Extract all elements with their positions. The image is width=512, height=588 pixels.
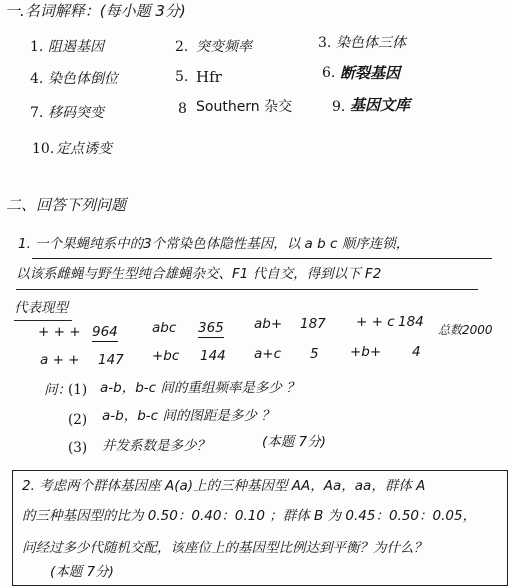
pheno-r2-geno-3: a+c xyxy=(254,346,282,362)
pheno-r2-geno-4: +b+ xyxy=(350,344,382,360)
q2-box-top xyxy=(12,470,508,471)
section1-title: 一.名词解释：(每小题 3分) xyxy=(5,2,186,20)
pheno-r2-count-3: 5 xyxy=(310,346,319,362)
pheno-r1-geno-1: + + + xyxy=(38,324,81,340)
term-8-num: 8 xyxy=(178,101,187,117)
q2-line1: 2. 考虑两个群体基因座 A(a)上的三种基因型 AA，Aa，aa，群体 A xyxy=(22,478,426,494)
pheno-r1-geno-3: ab+ xyxy=(254,316,283,332)
term-7: 移码突变 xyxy=(48,105,104,121)
term-1-num: 1. xyxy=(30,39,44,55)
q1-line1: 1. 一个果蝇纯系中的3个常染色体隐性基因，以 a b c 顺序连锁， xyxy=(18,236,410,252)
q1-ask-label: 问： xyxy=(44,382,71,398)
term-3-num: 3. xyxy=(318,35,332,51)
term-8: Southern 杂交 xyxy=(196,99,293,115)
q1-sub-2-num: (2) xyxy=(68,412,88,428)
q1-sub-2: a-b，b-c 间的图距是多少 ？ xyxy=(102,408,275,424)
term-5-num: 5. xyxy=(175,69,189,85)
term-10: 定点诱变 xyxy=(56,141,112,157)
q2-box-left xyxy=(12,470,13,586)
pheno-r2-geno-1: a + + xyxy=(40,352,80,368)
term-2: 突变频率 xyxy=(196,39,252,55)
term-9-num: 9. xyxy=(332,99,346,115)
pheno-r1-geno-2: abc xyxy=(152,320,177,336)
q2-line2: 的三种基因型的比为 0.50：0.40：0.10 ；群体 B 为 0.45：0.50：0.05， xyxy=(22,508,477,524)
pheno-r1-count-3: 187 xyxy=(300,316,326,332)
q1-underline-3 xyxy=(14,320,72,321)
q1-points: (本题 7分) xyxy=(262,434,326,450)
q2-box-right xyxy=(507,470,508,586)
q1-sub-1-num: (1) xyxy=(68,382,88,398)
q2-box-bottom xyxy=(12,585,508,586)
term-6: 断裂基因 xyxy=(340,64,401,82)
term-4: 染色体倒位 xyxy=(48,71,118,87)
term-3: 染色体三体 xyxy=(336,35,406,51)
q1-underline-1 xyxy=(32,258,492,259)
q1-underline-2 xyxy=(16,289,478,290)
term-4-num: 4. xyxy=(30,71,44,87)
q1-line3: 代表现型 xyxy=(14,300,68,316)
pheno-r1-count-4: 184 xyxy=(398,314,424,330)
pheno-r2-count-1: 147 xyxy=(98,352,124,368)
term-1: 阻遏基因 xyxy=(48,39,104,55)
q1-sub-3-num: (3) xyxy=(68,440,88,456)
pheno-r2-count-2: 144 xyxy=(200,348,226,364)
q1-sub-3: 并发系数是多少？ xyxy=(102,438,210,454)
pheno-r2-geno-2: +bc xyxy=(152,348,180,364)
term-2-num: 2. xyxy=(175,39,189,55)
term-5: Hfr xyxy=(196,68,222,86)
term-10-num: 10. xyxy=(32,141,55,157)
term-6-num: 6. xyxy=(322,65,336,81)
pheno-r1-count-2: 365 xyxy=(198,320,224,336)
term-9: 基因文库 xyxy=(350,96,411,114)
pheno-r1-count-1: 964 xyxy=(92,324,118,340)
q1-sub-1: a-b，b-c 间的重组频率是多少 ？ xyxy=(100,380,300,396)
q1-total: 总数2000 xyxy=(438,323,493,337)
q1-line2: 以该系雌蝇与野生型纯合雄蝇杂交、F1 代自交，得到以下 F2 xyxy=(16,266,382,282)
q2-points: (本题 7分) xyxy=(50,564,114,580)
q2-line3: 问经过多少代随机交配，该座位上的基因型比例达到平衡？为什么？ xyxy=(22,540,427,556)
pheno-r2-count-4: 4 xyxy=(412,344,421,360)
term-7-num: 7. xyxy=(30,105,44,121)
pheno-r1-geno-4: + + c xyxy=(356,314,395,330)
section2-title: 二、回答下列问题 xyxy=(6,196,127,214)
